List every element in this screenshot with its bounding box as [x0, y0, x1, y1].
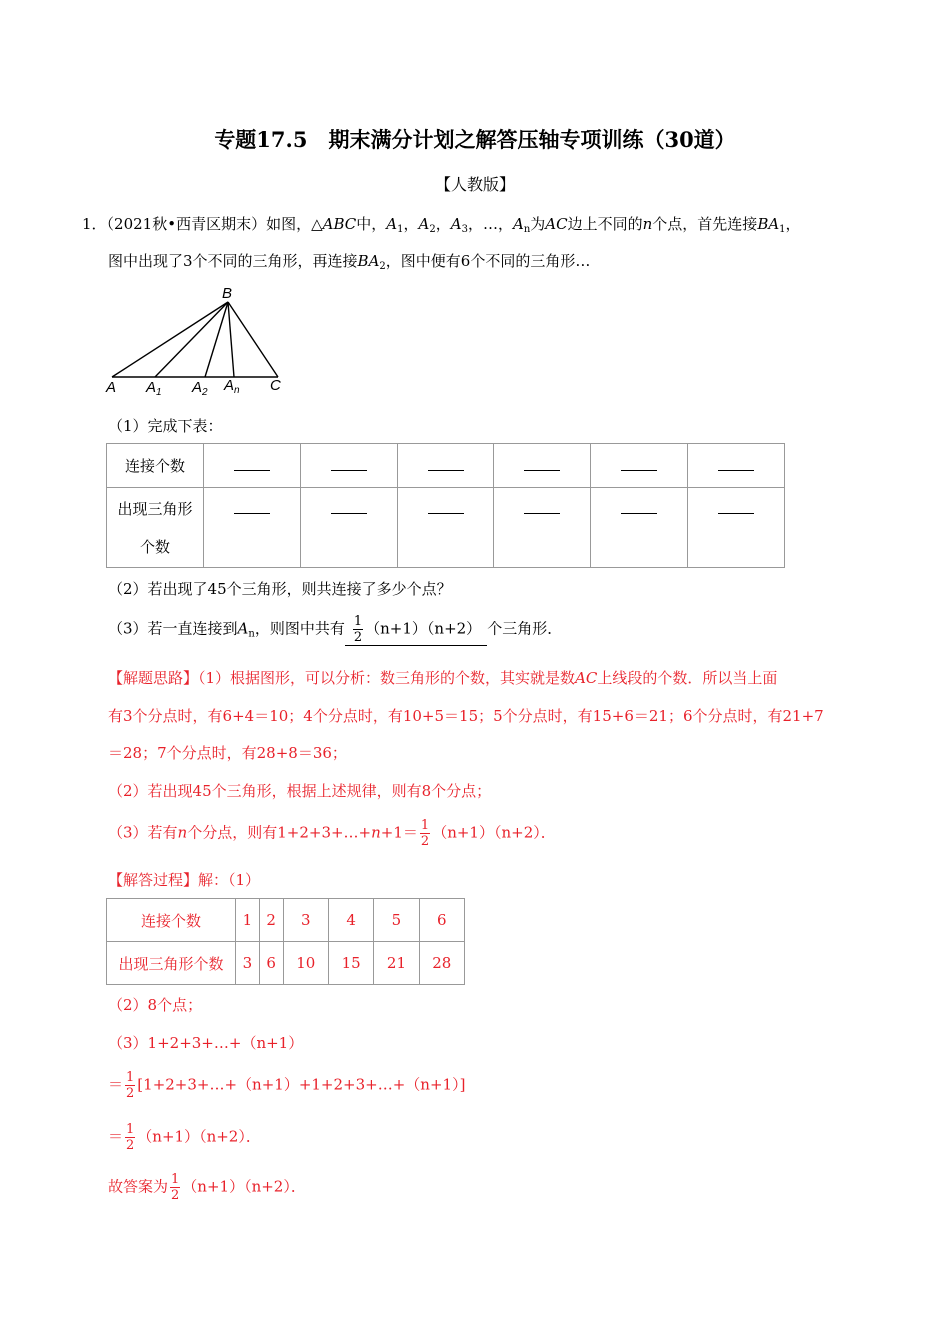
problem-text: 为 — [530, 215, 546, 233]
segment-name: BA — [757, 215, 780, 233]
answer-blank[interactable] — [204, 488, 301, 568]
point-sub: 1 — [397, 224, 404, 235]
point-label: A — [512, 215, 524, 233]
problem-number: 1． — [82, 215, 107, 233]
table-cell: 2 — [259, 899, 283, 942]
row-label: 出现三角形 个数 — [107, 488, 204, 568]
problem-text: ， — [785, 215, 801, 233]
table-cell: 10 — [283, 942, 328, 985]
var-n: n — [642, 215, 653, 233]
label-a1: $A_1$ — [146, 379, 162, 398]
label-c: C — [270, 377, 281, 394]
label-b: B — [222, 285, 233, 302]
segment-ban — [228, 302, 234, 377]
point-label: A — [237, 619, 249, 638]
problem-text: 个点，首先连接 — [652, 215, 758, 233]
analysis-text: （1）根据图形，可以分析：数三角形的个数，其实就是数 — [198, 669, 576, 687]
analysis-line2: 有3个分点时，有6+4＝10；4个分点时，有10+5＝15；5个分点时，有15+6＝21；6个分点时，有21+7 — [108, 707, 824, 725]
solution-intro: 解：（1） — [198, 871, 261, 889]
problem-text: 中， — [356, 215, 387, 233]
table-cell: 28 — [419, 942, 464, 985]
filled-blank — [345, 614, 487, 646]
triangle-figure — [100, 282, 300, 398]
blank-table — [106, 443, 785, 568]
row-label: 连接个数 — [107, 444, 204, 488]
solution-answer: 故答案为 $\frac{1}{2}$ （n+1）（n+2）． — [108, 1172, 306, 1203]
row-label: 连接个数 — [107, 899, 236, 942]
table-cell: 4 — [328, 899, 373, 942]
segment-name: AC — [545, 215, 568, 233]
segment-ab — [112, 302, 228, 377]
answer-blank[interactable] — [300, 444, 397, 488]
question-2: （2）若出现了45个三角形，则共连接了多少个点？ — [108, 580, 452, 598]
fraction: $\frac{1}{2}$ — [420, 818, 430, 849]
problem-text: ，图中便有6个不同的三角形… — [385, 252, 591, 270]
problem-statement-line1: 1．（2021秋•西青区期末）如图，△ABC中，$A_1$，$A_2$，$A_3$，…，$A_n$为AC边上不同的n个点，首先连接$BA_1$， — [82, 215, 801, 235]
question-text: ，则图中共有 — [254, 619, 345, 638]
table-cell: 5 — [374, 899, 419, 942]
point-label: A — [418, 215, 430, 233]
fraction: $\frac{1}{2}$ — [126, 1070, 135, 1101]
solution-step3-line1: （3）1+2+3+…+（n+1） — [108, 1034, 304, 1052]
solution-table-row — [107, 942, 465, 985]
problem-text: 图中出现了3个不同的三角形，再连接 — [108, 252, 358, 270]
edition-label: 【人教版】 — [434, 175, 515, 194]
point-sub: n — [248, 628, 255, 640]
fraction: $\frac{1}{2}$ — [353, 614, 363, 645]
solution-heading — [108, 869, 260, 890]
label-a: A — [106, 379, 117, 396]
analysis-line4: （2）若出现45个三角形，根据上述规律，则有8个分点； — [108, 782, 492, 800]
solution-step2: （2）8个点； — [108, 996, 203, 1014]
table-cell: 6 — [419, 899, 464, 942]
table-cell: 1 — [236, 899, 260, 942]
solution-tag: 【解答过程】 — [108, 871, 199, 889]
analysis-line5: （3）若有n个分点，则有1+2+3+…+n+1＝ $\frac{1}{2}$ （n+1）（n+2）． — [108, 818, 556, 849]
point-sub: 2 — [429, 224, 436, 235]
expression: （n+1）（n+2） — [365, 619, 482, 638]
answer-blank[interactable] — [688, 444, 785, 488]
problem-text: 边上不同的 — [567, 215, 643, 233]
question-1: （1）完成下表： — [108, 417, 223, 435]
point-label: A — [386, 215, 398, 233]
analysis-tag: 【解题思路】 — [108, 669, 199, 687]
point-sub: n — [523, 224, 531, 235]
segment-name: AC — [575, 669, 598, 687]
answer-blank[interactable] — [494, 488, 591, 568]
table-cell: 21 — [374, 942, 419, 985]
table-cell: 6 — [259, 942, 283, 985]
problem-source: （2021秋•西青区期末） — [106, 215, 267, 233]
answer-blank[interactable] — [397, 488, 494, 568]
analysis-text: 上线段的个数．所以当上面 — [597, 669, 778, 687]
question-text: （3）若一直连接到 — [108, 619, 238, 638]
table-cell: 3 — [283, 899, 328, 942]
problem-statement-line2: 图中出现了3个不同的三角形，再连接$BA_2$，图中便有6个不同的三角形… — [108, 252, 591, 272]
answer-blank[interactable] — [494, 444, 591, 488]
fraction: $\frac{1}{2}$ — [126, 1122, 135, 1153]
blank-table-row — [107, 444, 785, 488]
fraction: $\frac{1}{2}$ — [171, 1172, 180, 1203]
point-label: A — [450, 215, 462, 233]
question-3 — [108, 614, 562, 646]
solution-table — [106, 898, 465, 985]
blank-table-row — [107, 488, 785, 568]
table-cell: 3 — [236, 942, 260, 985]
solution-step3-line3: ＝ $\frac{1}{2}$ （n+1）（n+2）． — [108, 1122, 261, 1153]
solution-table-row — [107, 899, 465, 942]
label-an: $A_n$ — [224, 377, 240, 396]
segment-name: BA — [357, 252, 380, 270]
table-cell: 15 — [328, 942, 373, 985]
analysis-line1 — [108, 667, 777, 688]
row-label: 出现三角形个数 — [107, 942, 236, 985]
problem-text: 如图，△ — [266, 215, 323, 233]
segment-bc — [228, 302, 278, 377]
point-sub: 3 — [461, 224, 468, 235]
answer-blank[interactable] — [300, 488, 397, 568]
analysis-line3: ＝28；7个分点时，有28+8＝36； — [108, 744, 347, 762]
triangle-name: ABC — [322, 215, 357, 233]
answer-blank[interactable] — [591, 488, 688, 568]
ellipsis: … — [482, 215, 498, 233]
answer-blank[interactable] — [397, 444, 494, 488]
page-title: 专题17.5 期末满分计划之解答压轴专项训练（30道） — [214, 127, 736, 152]
question-text: 个三角形． — [487, 619, 563, 638]
solution-step3-line2: ＝ $\frac{1}{2}$ [1+2+3+…+（n+1）+1+2+3+…+（n+1）] — [108, 1070, 466, 1101]
answer-blank[interactable] — [204, 444, 301, 488]
answer-blank[interactable] — [591, 444, 688, 488]
label-a2: $A_2$ — [192, 379, 208, 398]
answer-blank[interactable] — [688, 488, 785, 568]
